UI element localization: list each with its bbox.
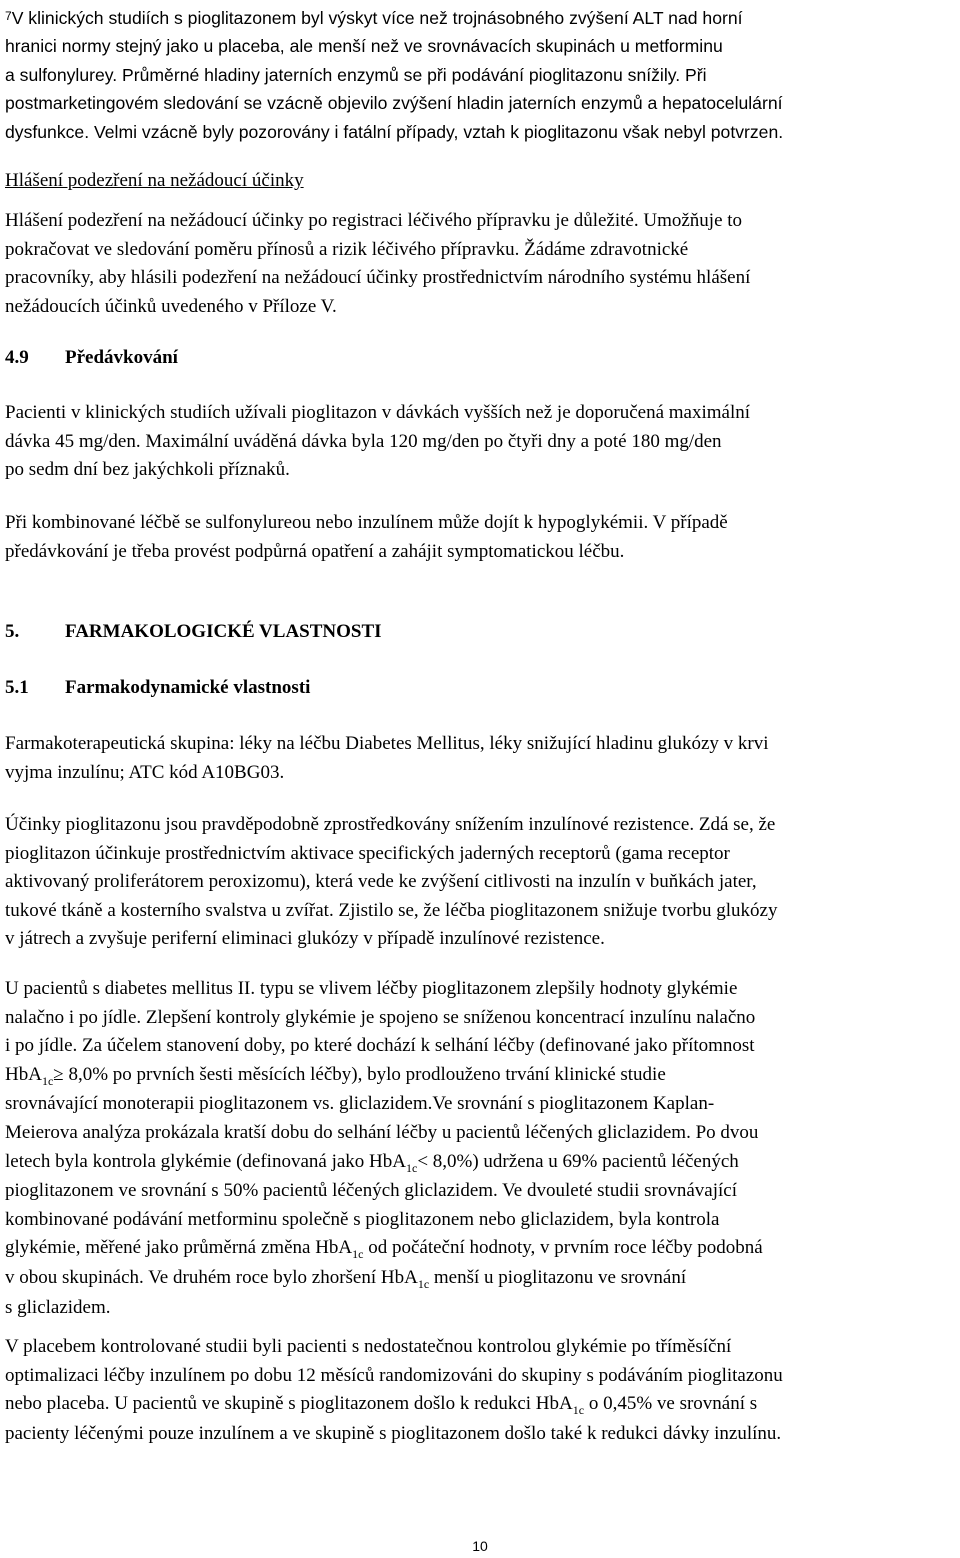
pd-p4-line-3-rest: o 0,45% ve srovnání s [584, 1393, 758, 1415]
pd-p3-line-8: pioglitazonem ve srovnání s 50% pacientů léčených gliclazidem. Ve dvouleté studii srovnávající [5, 1180, 737, 1202]
pd-p3-line-7-start: letech byla kontrola glykémie (definovaná jako HbA [5, 1150, 406, 1172]
reporting-line-3: pracovníky, aby hlásili podezření na nežádoucí účinky prostřednictvím národního systému hlášení [5, 267, 751, 289]
pd-p2-line-2: pioglitazon účinkuje prostřednictvím aktivace specifických jaderných receptorů (gama receptor [5, 842, 730, 864]
pd-p3-line-3: i po jídle. Za účelem stanovení doby, po které dochází k selhání léčby (definované jako přítomnost [5, 1035, 755, 1057]
pd-p3-line-1: U pacientů s diabetes mellitus II. typu se vlivem léčby pioglitazonem zlepšily hodnoty glykémie [5, 978, 738, 999]
pharmacodynamics-paragraph-2 [5, 811, 777, 954]
pd-p3-line-11-start: v obou skupinách. Ve druhém roce bylo zhoršení HbA [5, 1266, 418, 1288]
reporting-line-1: Hlášení podezření na nežádoucí účinky po registraci léčivého přípravku je důležité. Umožňuje to [5, 210, 743, 231]
overdose-heading [5, 344, 178, 372]
pd-p3-line-10-rest: od počáteční hodnoty, v prvním roce léčby podobná [363, 1237, 763, 1259]
pd-p3-line-9: kombinované podávání metforminu společně s pioglitazonem nebo gliclazidem, byla kontrola [5, 1208, 720, 1230]
pd-p3-line-2: nalačno i po jídle. Zlepšení kontroly glykémie je spojeno se sníženou koncentrací inzulínu nalačno [5, 1006, 756, 1028]
overdose-heading-number: 4.9 [5, 347, 29, 368]
pharmacodynamics-paragraph-1 [5, 730, 769, 787]
pd-p3-line-6: Meierova analýza prokázala kratší dobu do selhání léčby u pacientů léčených gliclazidem. Po dvou [5, 1121, 759, 1143]
intro-line-2: hranici normy stejný jako u placeba, ale menší než ve srovnávacích skupinách u metforminu [5, 36, 723, 57]
overdose-heading-title: Předávkování [65, 347, 178, 368]
pd-p3-line-4 [5, 1061, 763, 1091]
pd-p2-line-5: v játrech a zvyšuje periferní eliminaci glukózy v případě inzulínové rezistence. [5, 928, 605, 950]
pd-p3-line-7-rest: < 8,0%) udržena u 69% pacientů léčených [417, 1150, 739, 1172]
section-5-number: 5. [5, 621, 20, 642]
reporting-paragraph [5, 207, 750, 321]
overdose-p1-line-3: po sedm dní bez jakýchkoli příznaků. [5, 459, 290, 481]
footnote-marker: 7 [5, 9, 12, 23]
pd-p4-line-4: pacienty léčenými pouze inzulínem a ve skupině s pioglitazonem došlo také k redukci dávky inzulínu. [5, 1422, 782, 1444]
pd-p4-line-1: V placebem kontrolované studii byli pacienti s nedostatečnou kontrolou glykémie po tříměsíční [5, 1336, 732, 1357]
pd-p2-line-1: Účinky pioglitazonu jsou pravděpodobně zprostředkovány snížením inzulínové rezistence. Zdá se, že [5, 814, 776, 835]
hba-subscript: 1c [417, 1276, 430, 1291]
pd-p4-line-3 [5, 1390, 783, 1420]
hba-subscript: 1c [572, 1403, 585, 1418]
reporting-line-4: nežádoucích účinků uvedeného v Příloze V. [5, 295, 337, 317]
hba-text: HbA [5, 1063, 42, 1085]
overdose-paragraph-1 [5, 399, 750, 485]
pd-p3-line-7 [5, 1148, 763, 1178]
intro-line-5: dysfunkce. Velmi vzácně byly pozorovány i fatální případy, vztah k pioglitazonu však nebyl potvrzen. [5, 121, 784, 142]
intro-paragraph [5, 4, 783, 146]
overdose-paragraph-2 [5, 509, 728, 566]
pd-p3-line-5: srovnávající monoterapii pioglitazonem vs. gliclazidem.Ve srovnání s pioglitazonem Kaplan- [5, 1093, 715, 1115]
pd-p1-line-2: vyjma inzulínu; ATC kód A10BG03. [5, 761, 285, 783]
hba-subscript: 1c [41, 1073, 54, 1088]
overdose-p2-line-2: předávkování je třeba provést podpůrná opatření a zahájit symptomatickou léčbu. [5, 540, 625, 562]
pd-p2-line-3: aktivovaný proliferátorem peroxizomu), která vede ke zvýšení citlivosti na inzulín v buňkách jater, [5, 871, 757, 893]
section-5-heading [5, 618, 382, 646]
reporting-line-2: pokračovat ve sledování poměru přínosů a rizik léčivého přípravku. Žádáme zdravotnické [5, 238, 689, 260]
section-5-1-title: Farmakodynamické vlastnosti [65, 677, 311, 698]
pharmacodynamics-paragraph-4 [5, 1333, 783, 1448]
pharmacodynamics-paragraph-3 [5, 975, 763, 1322]
reporting-heading [5, 167, 304, 196]
reporting-heading-text: Hlášení podezření na nežádoucí účinky [5, 170, 304, 191]
pd-p3-line-10-start: glykémie, měřené jako průměrná změna HbA [5, 1237, 353, 1259]
pd-p4-line-3-start: nebo placeba. U pacientů ve skupině s pioglitazonem došlo k redukci HbA [5, 1393, 573, 1415]
section-5-1-heading [5, 674, 310, 702]
hba-subscript: 1c [352, 1247, 364, 1262]
pd-p3-line-11 [5, 1264, 763, 1294]
pd-p3-line-12: s gliclazidem. [5, 1296, 111, 1318]
page-number: 10 [472, 1538, 488, 1554]
pd-p4-line-2: optimalizaci léčby inzulínem po dobu 12 měsíců randomizováni do skupiny s podáváním pioglitazonu [5, 1364, 783, 1386]
section-5-1-number: 5.1 [5, 677, 29, 698]
pd-p2-line-4: tukové tkáně a kosterního svalstva u zvířat. Zjistilo se, že léčba pioglitazonem snižuje tvorbu glukózy [5, 899, 778, 921]
pd-p3-line-10 [5, 1234, 763, 1264]
pd-p1-line-1: Farmakoterapeutická skupina: léky na léčbu Diabetes Mellitus, léky snižující hladinu glukózy v krvi [5, 733, 769, 754]
pd-p3-line-11-rest: menší u pioglitazonu ve srovnání [429, 1266, 687, 1288]
hba-subscript: 1c [405, 1160, 418, 1175]
intro-line-3: a sulfonylurey. Průměrné hladiny jaterních enzymů se při podávání pioglitazonu snížily. Při [5, 64, 707, 85]
overdose-p2-line-1: Při kombinované léčbě se sulfonylureou nebo inzulínem může dojít k hypoglykémii. V případě [5, 512, 728, 533]
pd-p3-line-4-rest: ≥ 8,0% po prvních šesti měsících léčby), bylo prodlouženo trvání klinické studie [53, 1063, 666, 1085]
overdose-p1-line-1: Pacienti v klinických studiích užívali pioglitazon v dávkách vyšších než je doporučená maximální [5, 402, 751, 423]
intro-line-4: postmarketingovém sledování se vzácně objevilo zvýšení hladin jaterních enzymů a hepatocelulární [5, 93, 783, 114]
intro-line-1: V klinických studiích s pioglitazonem byl výskyt více než trojnásobného zvýšení ALT nad horní [11, 8, 743, 28]
section-5-title: FARMAKOLOGICKÉ VLASTNOSTI [65, 621, 382, 642]
overdose-p1-line-2: dávka 45 mg/den. Maximální uváděná dávka byla 120 mg/den po čtyři dny a poté 180 mg/den [5, 430, 722, 452]
